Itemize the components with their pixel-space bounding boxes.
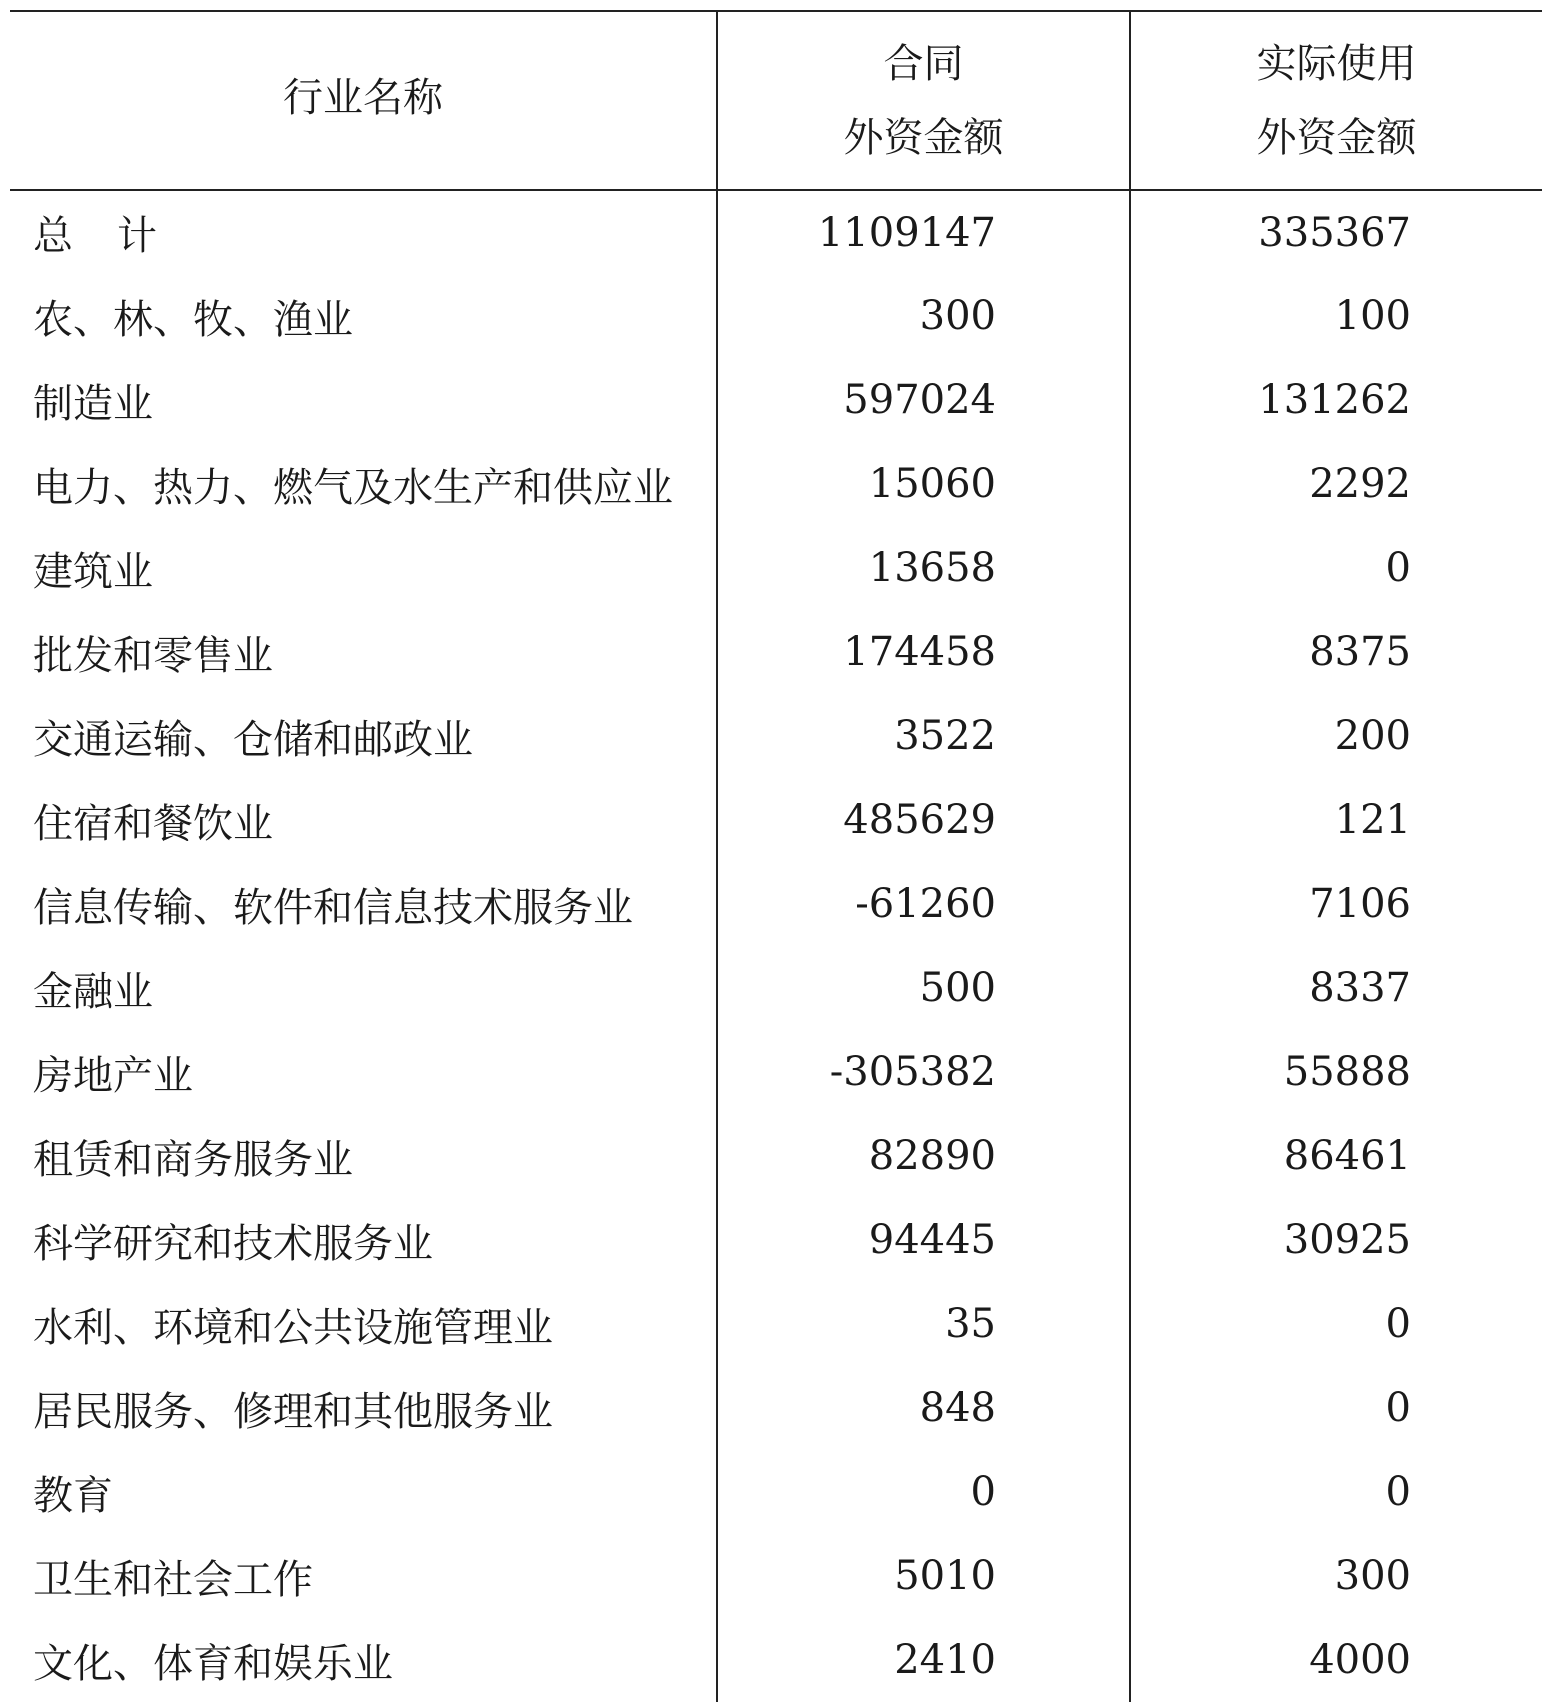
table-row (10, 946, 1542, 1030)
header-row (10, 11, 1542, 190)
industry-name-cell: 教育 (33, 1472, 113, 1519)
industry-name-cell: 卫生和社会工作 (33, 1556, 313, 1603)
table-row (10, 862, 1542, 946)
contract-amount-cell: 5010 (717, 1534, 1130, 1618)
total-actual-value: 335367 (1130, 190, 1542, 274)
actual-amount-cell: 4000 (1130, 1618, 1542, 1702)
contract-amount-cell: 597024 (717, 358, 1130, 442)
table-row (10, 358, 1542, 442)
contract-amount-cell: 2410 (717, 1618, 1130, 1702)
table-row (10, 526, 1542, 610)
table-row (10, 1282, 1542, 1366)
table-row (10, 778, 1542, 862)
header-actual-line2: 外资金额 (1256, 114, 1417, 161)
table-row (10, 1030, 1542, 1114)
actual-amount-cell: 7106 (1130, 862, 1542, 946)
actual-amount-cell: 0 (1130, 526, 1542, 610)
header-actual-line1: 实际使用 (1256, 40, 1417, 87)
actual-amount-cell: 0 (1130, 1282, 1542, 1366)
contract-amount-cell: 3522 (717, 694, 1130, 778)
industry-name-cell: 信息传输、软件和信息技术服务业 (33, 884, 633, 931)
table-body (10, 190, 1542, 1702)
total-label-part2: 计 (117, 213, 157, 259)
actual-amount-cell: 30925 (1130, 1198, 1542, 1282)
total-label-part1: 总 (33, 213, 73, 259)
table-header (10, 11, 1542, 190)
table-row (10, 1534, 1542, 1618)
industry-foreign-investment-table (10, 10, 1542, 1702)
header-industry-name-label: 行业名称 (283, 74, 443, 121)
industry-name-cell: 交通运输、仓储和邮政业 (33, 716, 473, 763)
actual-amount-cell: 300 (1130, 1534, 1542, 1618)
table-row (10, 274, 1542, 358)
industry-name-cell: 文化、体育和娱乐业 (33, 1640, 393, 1687)
industry-name-cell: 批发和零售业 (33, 632, 273, 679)
industry-name-cell: 建筑业 (33, 548, 153, 595)
contract-amount-cell: 0 (717, 1450, 1130, 1534)
table-row (10, 442, 1542, 526)
table-row (10, 1618, 1542, 1702)
industry-name-cell: 电力、热力、燃气及水生产和供应业 (33, 464, 673, 511)
actual-amount-cell: 131262 (1130, 358, 1542, 442)
actual-amount-cell: 0 (1130, 1450, 1542, 1534)
industry-name-cell: 制造业 (33, 380, 153, 427)
header-actual-amount (1130, 11, 1542, 190)
industry-name-cell: 居民服务、修理和其他服务业 (33, 1388, 553, 1435)
total-row (10, 190, 1542, 274)
table-row (10, 1366, 1542, 1450)
actual-amount-cell: 121 (1130, 778, 1542, 862)
contract-amount-cell: 500 (717, 946, 1130, 1030)
contract-amount-cell: 485629 (717, 778, 1130, 862)
table-row (10, 1114, 1542, 1198)
contract-amount-cell: 13658 (717, 526, 1130, 610)
table-row (10, 1198, 1542, 1282)
industry-name-cell: 住宿和餐饮业 (33, 800, 273, 847)
total-contract-value: 1109147 (717, 190, 1130, 274)
contract-amount-cell: 35 (717, 1282, 1130, 1366)
table-row (10, 610, 1542, 694)
industry-name-cell: 租赁和商务服务业 (33, 1136, 353, 1183)
actual-amount-cell: 55888 (1130, 1030, 1542, 1114)
actual-amount-cell: 8375 (1130, 610, 1542, 694)
contract-amount-cell: 94445 (717, 1198, 1130, 1282)
contract-amount-cell: 15060 (717, 442, 1130, 526)
contract-amount-cell: 848 (717, 1366, 1130, 1450)
total-label (10, 190, 717, 274)
header-contract-line1: 合同 (883, 40, 964, 87)
actual-amount-cell: 200 (1130, 694, 1542, 778)
table-row (10, 694, 1542, 778)
header-industry-name (10, 11, 717, 190)
contract-amount-cell: 300 (717, 274, 1130, 358)
contract-amount-cell: 82890 (717, 1114, 1130, 1198)
industry-name-cell: 水利、环境和公共设施管理业 (33, 1304, 553, 1351)
actual-amount-cell: 8337 (1130, 946, 1542, 1030)
contract-amount-cell: -61260 (717, 862, 1130, 946)
industry-name-cell: 房地产业 (33, 1052, 193, 1099)
industry-name-cell: 金融业 (33, 968, 153, 1015)
industry-name-cell: 农、林、牧、渔业 (33, 296, 353, 343)
table-row (10, 1450, 1542, 1534)
actual-amount-cell: 100 (1130, 274, 1542, 358)
header-contract-amount (717, 11, 1130, 190)
contract-amount-cell: 174458 (717, 610, 1130, 694)
header-contract-line2: 外资金额 (843, 114, 1004, 161)
industry-name-cell: 科学研究和技术服务业 (33, 1220, 433, 1267)
actual-amount-cell: 0 (1130, 1366, 1542, 1450)
contract-amount-cell: -305382 (717, 1030, 1130, 1114)
actual-amount-cell: 86461 (1130, 1114, 1542, 1198)
actual-amount-cell: 2292 (1130, 442, 1542, 526)
